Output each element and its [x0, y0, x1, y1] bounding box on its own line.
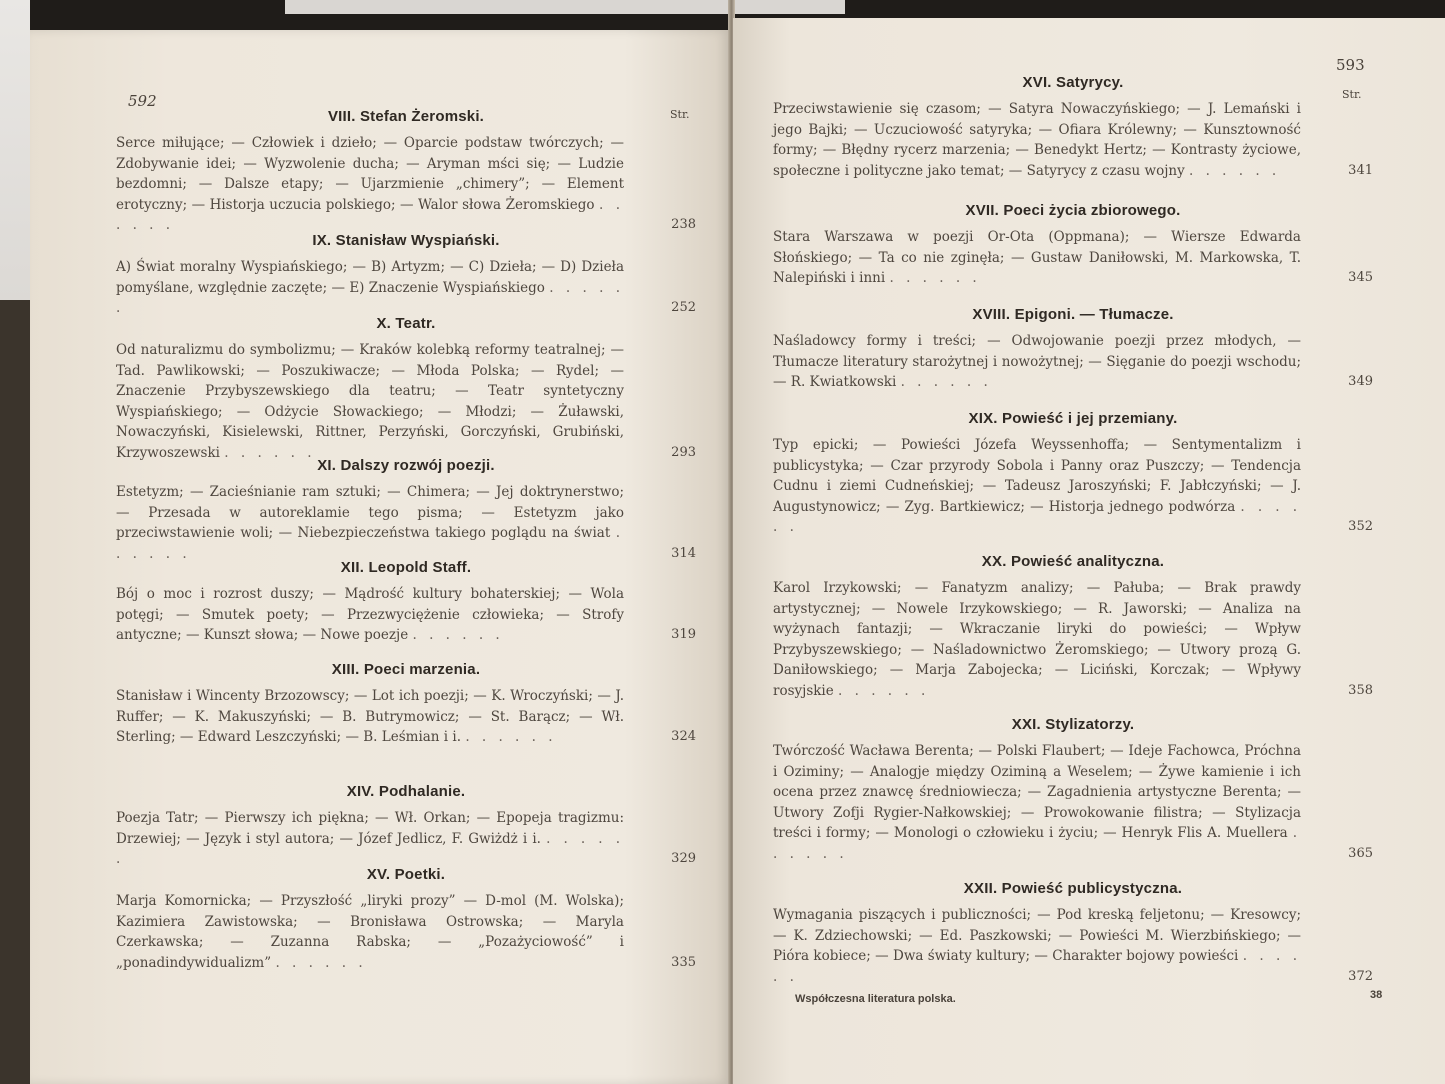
entry-text: Przeciwstawienie się czasom; — Satyra Nowaczyńskiego; — J. Lemański i jego Bajki; — Uczuciowość satyryka; — Ofiara Królewny; — Kunsztowność formy; — Błędny rycerz marzenia; — Benedykt Hertz; — Kontrasty życiowe, społeczne i polityczne jako temat; — Satyrycy z czasu wojny [773, 101, 1301, 179]
section-entry [773, 227, 1373, 289]
entry-text: Typ epicki; — Powieści Józefa Weyssenhoffa; — Sentymentalizm i publicystyka; — Czar przyrody Sobola i Panny oraz Puszczy; — Tendencja Cudnu i ziemi Cudneńskiej; — Tadeusz Jaroszyński; F. Jabłczyński; — J. Augustynowicz; — Zyg. Bartkiewicz; — Historja jednego podwórza [773, 437, 1301, 515]
entry-page: 319 [671, 627, 696, 642]
section-entry [116, 808, 696, 870]
entry-page: 314 [671, 545, 696, 561]
leader-dots: . . . . . . [116, 830, 625, 867]
section-title: XIX. Powieść i jej przemiany. [968, 410, 1178, 427]
section-title: X. Teatr. [376, 315, 436, 332]
toc-section [116, 783, 696, 870]
section-title: XXII. Powieść publicystyczna. [963, 880, 1183, 897]
leader-dots: . . . . . . [773, 948, 1301, 985]
entry-page: 252 [671, 300, 696, 315]
leader-dots: . . . . . . [275, 954, 367, 971]
leader-dots: . . . . . . [465, 729, 557, 745]
section-title: XI. Dalszy rozwój poezji. [317, 457, 495, 474]
toc-section [116, 108, 696, 236]
leader-dots: . . . . . . [889, 270, 981, 286]
section-title: XIII. Poeci marzenia. [331, 661, 481, 678]
toc-section [773, 306, 1373, 393]
section-entry [116, 340, 696, 463]
entry-page: 365 [1348, 845, 1373, 861]
section-title: VIII. Stefan Żeromski. [327, 108, 485, 125]
entry-text: Naśladowcy formy i treści; — Odwojowanie poezji przez młodych, — Tłumacze literatury starożytnej i nowożytnej; — Sięganie do poezji wschodu; — R. Kwiatkowski [773, 333, 1301, 390]
toc-section [116, 866, 696, 973]
section-entry [116, 686, 696, 748]
background-paper-strip [285, 0, 845, 14]
toc-section [773, 410, 1373, 538]
leader-dots: . . . . . . [900, 374, 992, 390]
leader-dots: . . . . . . [116, 196, 625, 233]
footer-signature: 38 [1370, 989, 1383, 1001]
toc-section [116, 315, 696, 463]
entry-page: 349 [1348, 374, 1373, 389]
leader-dots: . . . . . . [1189, 162, 1281, 179]
background-left-edge [0, 0, 30, 1084]
entry-text: Serce miłujące; — Człowiek i dzieło; — Oparcie podstaw twórczych; — Zdobywanie idei; — Wyzwolenie ducha; — Aryman mści się; — Ludzie bezdomni; — Dalsze etapy; — Ujarzmienie „chimery”; — Element erotyczny; — Historja uczucia polskiego; — Walor słowa Żeromskiego [116, 135, 624, 213]
section-title: XII. Leopold Staff. [340, 559, 472, 576]
toc-section [116, 457, 696, 564]
entry-page: 345 [1348, 270, 1373, 285]
entry-text: Od naturalizmu do symbolizmu; — Kraków kolebką reformy teatralnej; — Tad. Pawlikowski; — Poszukiwacze; — Młoda Polska; — Rydel; — Znaczenie Przybyszewskiego dla teatru; — Teatr syntetyczny Wyspiańskiego; — Odżycie Słowackiego; — Młodzi; — Żuławski, Nowaczyński, Kisielewski, Rittner, Perzyński, Gorczyński, Grubiński, Krzywoszewski [116, 342, 624, 461]
leader-dots: . . . . . . [412, 627, 504, 643]
entry-text: A) Świat moralny Wyspiańskiego; — B) Artyzm; — C) Dzieła; — D) Dzieła pomyślane, względnie zaczęte; — E) Znaczenie Wyspiańskiego [116, 259, 624, 296]
section-title: XIV. Podhalanie. [346, 783, 466, 800]
leader-dots: . . . . . . [773, 498, 1301, 535]
entry-page: 238 [671, 217, 696, 232]
footer-book-title: Współczesna literatura polska. [795, 993, 956, 1005]
left-page [30, 30, 730, 1084]
right-page [733, 18, 1445, 1084]
entry-page: 358 [1348, 682, 1373, 698]
toc-section [773, 716, 1373, 864]
entry-text: Poezja Tatr; — Pierwszy ich piękna; — Wł. Orkan; — Epopeja tragizmu: Drzewiej; — Język i styl autora; — Józef Jedlicz, F. Gwiżdż i i. [116, 810, 624, 847]
section-entry [116, 257, 696, 319]
page-column-label: Str. [670, 108, 690, 121]
section-entry [116, 584, 696, 646]
entry-text: Marja Komornicka; — Przyszłość „liryki prozy” — D-mol (M. Wolska); Kazimiera Zawistowska; — Bronisława Ostrowska; — Maryla Czerkawska; — Zuzanna Rabska; — „Pozażyciowość” i „ponadindywidualizm” [116, 893, 624, 971]
section-title: XVIII. Epigoni. — Tłumacze. [972, 306, 1174, 323]
entry-page: 372 [1348, 968, 1373, 984]
leader-dots: . . . . . . [838, 682, 930, 699]
section-entry [773, 578, 1373, 701]
entry-page: 293 [671, 444, 696, 460]
leader-dots: . . . . . . [224, 444, 316, 461]
toc-section [773, 202, 1373, 289]
entry-text: Wymagania piszących i publiczności; — Pod kreską feljetonu; — Kresowcy; — K. Zdziechowski; — Ed. Paszkowski; — Powieści M. Wierzbińskiego; — Pióra kobiece; — Dwa światy kultury; — Charakter bojowy powieści [773, 907, 1301, 964]
leader-dots: . . . . . . [116, 279, 624, 316]
section-entry [773, 905, 1373, 987]
entry-text: Karol Irzykowski; — Fanatyzm analizy; — Pałuba; — Brak prawdy artystycznej; — Nowele Irzykowskiego; — R. Jaworski; — Analiza na wyżynach fantazji; — Wkraczanie liryki do powieści; — Wpływ Przybyszewskiego; — Naśladownictwo Żeromskiego; — Utwory prozą G. Daniłowskiego; — Marja Zabojecka; — Liciński, Korczak; — Wpływy rosyjskie [773, 580, 1301, 699]
section-title: XV. Poetki. [366, 866, 446, 883]
entry-page: 329 [671, 851, 696, 866]
section-entry [116, 482, 696, 564]
page-number: 593 [1336, 56, 1365, 74]
entry-text: Twórczość Wacława Berenta; — Polski Flaubert; — Ideje Fachowca, Próchna i Oziminy; — Analogje między Oziminą a Weselem; — Żywe kamienie i ich ocena przez znawcę średniowiecza; — Zagadnienia artystyczne Berenta; — Utwory Zofji Rygier-Nałkowskiej; — Prowokowanie filistra; — Stylizacja treści i formy; — Monologi o człowieku i życiu; — Henryk Flis A. Muellera [773, 743, 1301, 841]
toc-section [116, 559, 696, 646]
entry-text: Stanisław i Wincenty Brzozowscy; — Lot ich poezji; — K. Wroczyński; — J. Ruffer; — K. Makuszyński; — B. Butrymowicz; — St. Barącz; — Wł. Sterling; — Edward Leszczyński; — B. Leśmian i i. [116, 688, 624, 745]
section-title: XX. Powieść analityczna. [981, 553, 1165, 570]
section-entry [773, 741, 1373, 864]
leader-dots: . . . . . . [116, 525, 624, 562]
section-title: XVII. Poeci życia zbiorowego. [965, 202, 1181, 219]
toc-section [116, 661, 696, 748]
toc-section [773, 880, 1373, 987]
entry-text: Estetyzm; — Zacieśnianie ram sztuki; — Chimera; — Jej doktrynerstwo; — Przesada w autoreklamie tego pisma; — Estetyzm jako przeciwstawienie woli; — Niebezpieczeństwa takiego poglądu na świat [116, 484, 624, 541]
entry-text: Stara Warszawa w poezji Or-Ota (Oppmana); — Wiersze Edwarda Słońskiego; — Ta co nie zginęła; — Gustaw Daniłowski, M. Markowska, T. Nalepiński i inni [773, 229, 1301, 286]
section-title: IX. Stanisław Wyspiański. [312, 232, 500, 249]
page-number: 592 [128, 92, 157, 110]
section-entry [773, 331, 1373, 393]
leader-dots: . . . . . . [773, 825, 1301, 862]
section-entry [116, 891, 696, 973]
entry-text: Bój o moc i rozrost duszy; — Mądrość kultury bohaterskiej; — Wola potęgi; — Smutek poety; — Przezwyciężenie człowieka; — Strofy antyczne; — Kunszt słowa; — Nowe poezje [116, 586, 624, 643]
toc-section [773, 553, 1373, 701]
page-column-label: Str. [1342, 88, 1362, 101]
entry-page: 352 [1348, 519, 1373, 534]
section-entry [773, 435, 1373, 538]
toc-section [116, 232, 696, 319]
section-entry [116, 133, 696, 236]
entry-page: 335 [671, 954, 696, 970]
section-entry [773, 99, 1373, 181]
section-title: XVI. Satyrycy. [1022, 74, 1124, 91]
section-title: XXI. Stylizatorzy. [1011, 716, 1135, 733]
entry-page: 324 [671, 729, 696, 744]
toc-section [773, 74, 1373, 181]
entry-page: 341 [1348, 162, 1373, 178]
